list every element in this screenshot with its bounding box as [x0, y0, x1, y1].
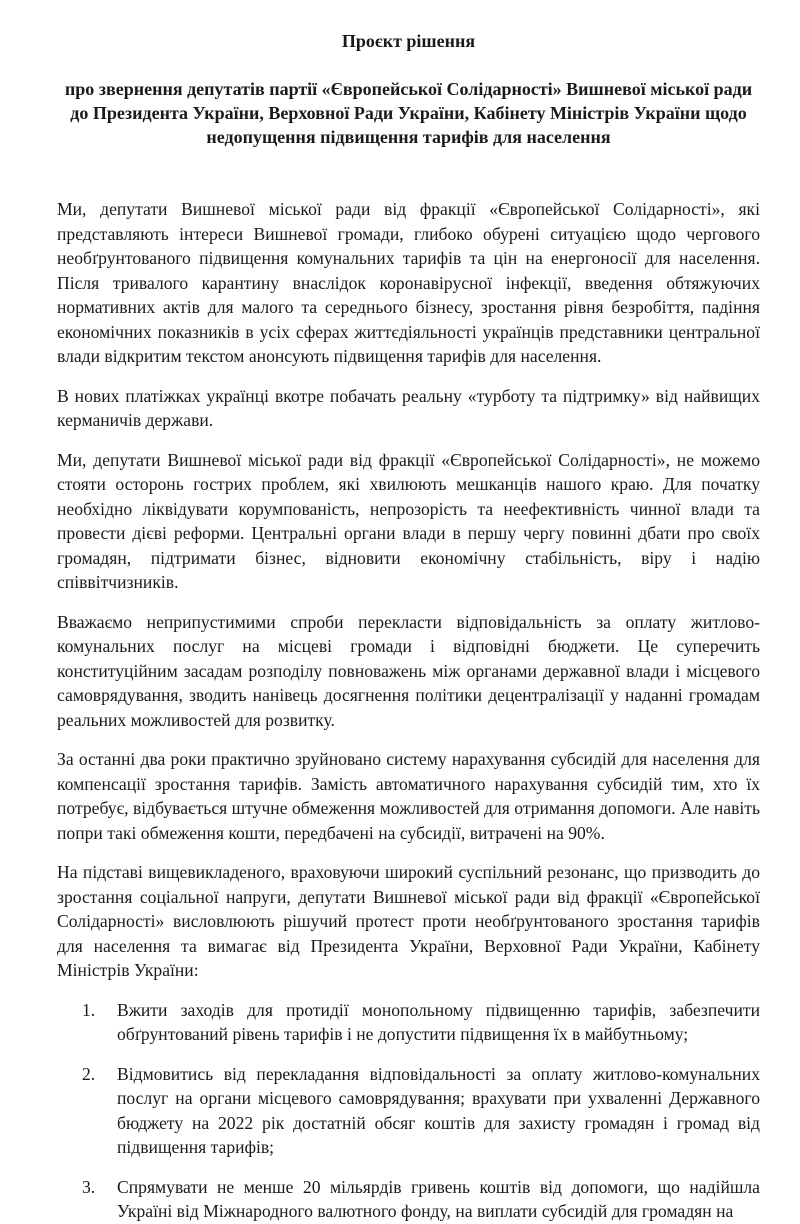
paragraph-2: В нових платіжках українці вкотре побачать реальну «турботу та підтримку» від найвищих керманичів держави.: [57, 385, 760, 430]
demand-item-1: [57, 998, 760, 1047]
demand-text: Відмовитись від перекладання відповідальності за оплату житлово-комунальних послуг на органи місцевого самоврядування; врахувати при ухваленні Державного бюджету на 2022 рік достатній обсяг коштів для захисту громадян і громад від підвищення тарифів;: [117, 1063, 760, 1157]
paragraph-6: На підставі вищевикладеного, враховуючи широкий суспільний резонанс, що призводить до зростання соціальної напруги, депутати Вишневої міської ради від фракції «Європейської Солідарності» висловлюють рішучий протест проти необґрунтованого зростання тарифів для населення та вимагає від Президента України, Верховної Ради України, Кабінету Міністрів України:: [57, 862, 760, 980]
demand-item-2: [57, 1062, 760, 1160]
demands-list: [57, 998, 760, 1224]
document-body: [57, 197, 760, 1224]
document-title: Проєкт рішення: [341, 31, 476, 51]
document-subtitle: про звернення депутатів партії «Європейської Солідарності» Вишневої міської ради до Президента України, Верховної Ради України, Кабінету Міністрів України щодо недопущення підвищення тарифів для населення: [64, 79, 753, 147]
paragraph-4: Вважаємо неприпустимими спроби перекласти відповідальність за оплату житлово-комунальних послуг на місцеві громади і відповідні бюджети. Це суперечить конституційним засадам розподілу повноважень між органами державної влади і місцевого самоврядування, зводить нанівець досягнення політики децентралізації у наданні громадам реальних можливостей для розвитку.: [57, 611, 760, 730]
demand-number: 3.: [82, 1176, 96, 1197]
demand-item-3: [57, 1175, 760, 1224]
demand-number: 2.: [82, 1063, 96, 1084]
demand-number: 1.: [82, 999, 96, 1020]
paragraph-3: Ми, депутати Вишневої міської ради від фракції «Європейської Солідарності», не можемо стояти осторонь гострих проблем, які хвилюють мешканців нашого краю. Для початку необхідно ліквідувати корумпованість, непрозорість та неефективність чинної влади та провести дієві реформи. Центральні органи влади в першу чергу повинні дбати про своїх громадян, підтримати бізнес, відновити економічну стабільність, віру і надію співвітчизників.: [57, 449, 760, 592]
paragraph-5: За останні два роки практично зруйновано систему нарахування субсидій для населення для компенсації зростання тарифів. Замість автоматичного нарахування субсидій тим, хто їх потребує, відбувається штучне обмеження можливостей для отримання допомоги. Але навіть попри такі обмеження кошти, передбачені на субсидії, витрачені на 90%.: [57, 749, 760, 843]
paragraph-1: Ми, депутати Вишневої міської ради від фракції «Європейської Солідарності», які представляють інтереси Вишневої громади, глибоко обурені ситуацією щодо чергового необґрунтованого підвищення комунальних тарифів та цін на енергоносії для населення. Після тривалого карантину внаслідок коронавірусної інфекції, введення обтяжуючих нормативних актів для малого та середнього бізнесу, зростання рівня безробіття, падіння економічних показників в усіх сферах життєдіяльності українців представники центральної влади відкритим текстом анонсують підвищення тарифів для населення.: [57, 199, 760, 366]
demand-text: Спрямувати не менше 20 мільярдів гривень коштів від допомоги, що надійшла Україні від Міжнародного валютного фонду, на виплати субсидій для громадян на: [117, 1176, 760, 1221]
demand-text: Вжити заходів для протидії монопольному підвищенню тарифів, забезпечити обґрунтований рівень тарифів і не допустити підвищення їх в майбутньому;: [117, 999, 760, 1044]
